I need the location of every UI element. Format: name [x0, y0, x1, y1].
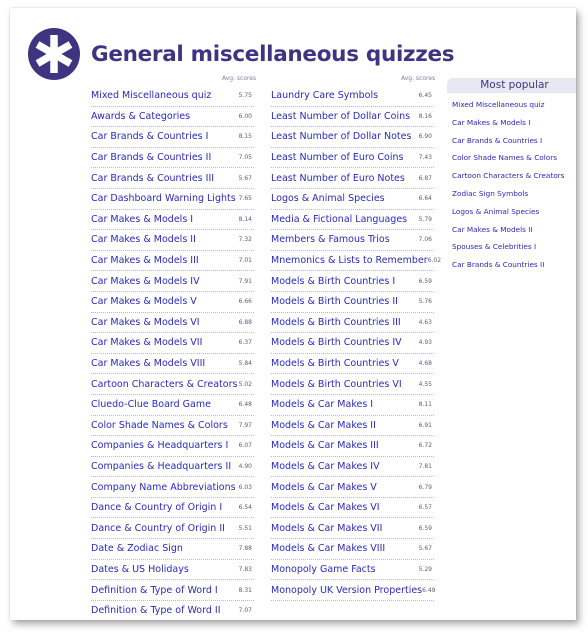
quiz-avg-score: 5.51 [238, 524, 252, 532]
quiz-avg-score: 4.90 [238, 462, 252, 470]
quiz-link[interactable]: Models & Car Makes III [271, 440, 379, 452]
quiz-avg-score: 6.02 [427, 257, 442, 265]
quiz-avg-score: 8.31 [238, 586, 252, 594]
quiz-avg-score: 7.88 [238, 545, 252, 553]
quiz-row [91, 416, 254, 437]
quiz-avg-score: 4.93 [418, 339, 432, 347]
quiz-row [271, 86, 434, 107]
quiz-link[interactable]: Car Brands & Countries III [91, 172, 215, 184]
quiz-avg-score: 5.79 [418, 215, 432, 223]
quiz-avg-score: 6.00 [238, 112, 252, 120]
quiz-link[interactable]: Members & Famous Trios [271, 234, 390, 246]
quiz-link[interactable]: Logos & Animal Species [271, 193, 385, 205]
popular-quiz-link[interactable]: Car Brands & Countries I [452, 135, 543, 145]
quiz-avg-score: 7.65 [238, 195, 252, 203]
quiz-avg-score: 4.63 [418, 318, 432, 326]
quiz-row [271, 210, 434, 231]
popular-quiz-link[interactable]: Car Brands & Countries II [452, 260, 545, 270]
popular-quiz-link[interactable]: Car Makes & Models I [452, 117, 531, 127]
quiz-link[interactable]: Car Makes & Models VII [91, 337, 203, 349]
quiz-avg-score: 6.88 [238, 318, 252, 326]
quiz-avg-score: 5.76 [418, 298, 432, 306]
quiz-link[interactable]: Media & Fictional Languages [271, 213, 408, 225]
quiz-link[interactable]: Mixed Miscellaneous quiz [91, 90, 212, 102]
quiz-row [91, 560, 254, 581]
quiz-avg-score: 8.15 [238, 133, 252, 141]
quiz-link[interactable]: Models & Birth Countries II [271, 296, 398, 308]
quiz-row [271, 271, 434, 292]
asterisk-icon[interactable] [28, 28, 80, 80]
quiz-link[interactable]: Car Brands & Countries II [91, 152, 212, 164]
quiz-avg-score: 8.14 [238, 215, 252, 223]
quiz-avg-score: 7.43 [418, 154, 432, 162]
quiz-link[interactable]: Models & Car Makes VI [271, 502, 380, 514]
popular-quiz-link[interactable]: Car Makes & Models II [452, 224, 533, 234]
quiz-link[interactable]: Companies & Headquarters I [91, 440, 229, 452]
quiz-row [271, 560, 434, 581]
quiz-avg-score: 7.05 [238, 154, 252, 162]
quiz-row [271, 436, 434, 457]
most-popular-header: Most popular [447, 78, 576, 93]
quiz-link[interactable]: Least Number of Euro Notes [271, 172, 405, 184]
quiz-avg-score: 6.07 [238, 442, 252, 450]
quiz-link[interactable]: Car Makes & Models V [91, 296, 197, 308]
quiz-row [271, 518, 434, 539]
quiz-avg-score: 6.66 [238, 298, 252, 306]
quiz-avg-score: 5.29 [418, 565, 432, 573]
quiz-avg-score: 7.97 [238, 421, 252, 429]
quiz-link[interactable]: Least Number of Dollar Coins [271, 110, 411, 122]
quiz-link[interactable]: Least Number of Dollar Notes [271, 131, 412, 143]
quiz-avg-score: 6.87 [418, 174, 432, 182]
quiz-link[interactable]: Companies & Headquarters II [91, 460, 232, 472]
quiz-link[interactable]: Models & Birth Countries V [271, 358, 399, 370]
quiz-link[interactable]: Car Makes & Models VIII [91, 358, 206, 370]
quiz-link[interactable]: Models & Car Makes I [271, 399, 374, 411]
quiz-link[interactable]: Car Dashboard Warning Lights [91, 193, 236, 205]
page-title: General miscellaneous quizzes [91, 42, 455, 67]
quiz-row [91, 395, 254, 416]
quiz-link[interactable]: Color Shade Names & Colors [91, 419, 228, 431]
quiz-avg-score: 6.90 [418, 133, 432, 141]
quiz-avg-score: 6.91 [418, 421, 432, 429]
popular-quiz-link[interactable]: Mixed Miscellaneous quiz [452, 100, 545, 109]
popular-quiz-link[interactable]: Spouses & Celebrities I [452, 242, 537, 252]
quiz-link[interactable]: Awards & Categories [91, 110, 191, 122]
quiz-link[interactable]: Definition & Type of Word II [91, 605, 221, 617]
quiz-avg-score: 6.48 [238, 401, 252, 409]
quiz-avg-score: 6.57 [418, 504, 432, 512]
quiz-link[interactable]: Cartoon Characters & Creators [91, 378, 238, 390]
quiz-avg-score: 7.01 [238, 257, 252, 265]
quiz-row [91, 436, 254, 457]
quiz-row [91, 292, 254, 313]
quiz-avg-score: 5.67 [418, 545, 432, 553]
quiz-row [91, 333, 254, 354]
quiz-avg-score: 6.59 [418, 277, 432, 285]
quiz-row [271, 477, 434, 498]
quiz-link[interactable]: Date & Zodiac Sign [91, 543, 183, 555]
quiz-row [91, 107, 254, 128]
quiz-row [271, 395, 434, 416]
quiz-avg-score: 7.32 [238, 236, 252, 244]
quiz-link[interactable]: Dates & US Holidays [91, 563, 189, 575]
quiz-row [271, 292, 434, 313]
quiz-row [91, 148, 254, 169]
quiz-link[interactable]: Models & Car Makes VIII [271, 543, 386, 555]
quiz-row [91, 539, 254, 560]
quiz-row [271, 148, 434, 169]
quiz-link[interactable]: Models & Birth Countries VI [271, 378, 402, 390]
quiz-row [91, 374, 254, 395]
quiz-avg-score: 6.54 [238, 504, 252, 512]
quiz-row [271, 251, 442, 272]
quiz-link[interactable]: Monopoly UK Version Properties [271, 584, 423, 596]
quiz-avg-score: 5.75 [238, 92, 252, 100]
quiz-row [271, 354, 434, 375]
quiz-avg-score: 6.03 [238, 483, 252, 491]
quiz-link[interactable]: Dance & Country of Origin II [91, 522, 225, 534]
quiz-link[interactable]: Mnemonics & Lists to Remember [271, 255, 428, 267]
quiz-row [91, 580, 254, 601]
quiz-link[interactable]: Car Brands & Countries I [91, 131, 209, 143]
quiz-avg-score: 6.64 [418, 195, 432, 203]
quiz-row [91, 601, 254, 620]
quiz-link[interactable]: Models & Birth Countries III [271, 316, 401, 328]
quiz-row [271, 416, 434, 437]
quiz-row [91, 457, 254, 478]
quiz-link[interactable]: Laundry Care Symbols [271, 90, 379, 102]
quiz-row [91, 477, 254, 498]
quiz-row [271, 107, 434, 128]
quiz-avg-score: 4.68 [418, 360, 432, 368]
asterisk-glyph [28, 28, 80, 80]
quiz-row [271, 539, 434, 560]
quiz-link[interactable]: Cluedo-Clue Board Game [91, 399, 211, 411]
quiz-row [91, 498, 254, 519]
quiz-row [271, 580, 434, 601]
quiz-row [91, 127, 254, 148]
quiz-row [91, 354, 254, 375]
quiz-avg-score: 7.81 [418, 462, 432, 470]
quiz-avg-score: 6.45 [418, 92, 432, 100]
most-popular-list [447, 96, 576, 274]
popular-quiz-link[interactable]: Color Shade Names & Colors [452, 153, 558, 163]
quiz-avg-score: 8.11 [418, 401, 432, 409]
quiz-link[interactable]: Car Makes & Models IV [91, 275, 200, 287]
quiz-link[interactable]: Models & Car Makes VII [271, 522, 383, 534]
quiz-avg-score: 6.59 [418, 524, 432, 532]
quiz-link[interactable]: Models & Birth Countries I [271, 275, 396, 287]
quiz-row [91, 230, 254, 251]
quiz-row [271, 333, 434, 354]
quiz-row [91, 210, 254, 231]
quiz-avg-score: 6.37 [238, 339, 252, 347]
quiz-row [271, 457, 434, 478]
quiz-link[interactable]: Car Makes & Models I [91, 213, 194, 225]
popular-quiz-link[interactable]: Logos & Animal Species [452, 206, 540, 216]
quiz-row [271, 313, 434, 334]
quiz-link[interactable]: Models & Car Makes IV [271, 460, 380, 472]
page-frame [10, 8, 576, 620]
avg-scores-label-left: Avg. scores [222, 75, 257, 82]
quiz-avg-score: 7.91 [238, 277, 252, 285]
quiz-avg-score: 7.06 [418, 236, 432, 244]
quiz-link[interactable]: Company Name Abbreviations [91, 481, 236, 493]
quiz-avg-score: 7.83 [238, 565, 252, 573]
avg-scores-label-mid: Avg. scores [401, 75, 436, 82]
popular-quiz-link[interactable]: Zodiac Sign Symbols [452, 188, 529, 198]
quiz-link[interactable]: Definition & Type of Word I [91, 584, 218, 596]
quiz-row [271, 230, 434, 251]
quiz-avg-score: 5.84 [238, 360, 252, 368]
quiz-avg-score: 4.55 [418, 380, 432, 388]
quiz-avg-score: 5.02 [238, 380, 252, 388]
quiz-link[interactable]: Monopoly Game Facts [271, 563, 376, 575]
quiz-row [271, 498, 434, 519]
quiz-list-middle [271, 86, 442, 601]
quiz-avg-score: 6.49 [422, 586, 436, 594]
quiz-link[interactable]: Models & Car Makes II [271, 419, 376, 431]
quiz-row [271, 168, 434, 189]
quiz-link[interactable]: Dance & Country of Origin I [91, 502, 223, 514]
quiz-row [271, 189, 434, 210]
quiz-row [91, 313, 254, 334]
quiz-link[interactable]: Car Makes & Models VI [91, 316, 200, 328]
quiz-avg-score: 6.72 [418, 442, 432, 450]
quiz-link[interactable]: Least Number of Euro Coins [271, 152, 404, 164]
quiz-avg-score: 7.07 [238, 607, 252, 615]
quiz-row [91, 189, 254, 210]
quiz-link[interactable]: Car Makes & Models II [91, 234, 196, 246]
quiz-row [271, 374, 434, 395]
quiz-row [271, 127, 434, 148]
quiz-list-left [91, 86, 254, 620]
quiz-row [91, 251, 254, 272]
quiz-avg-score: 8.16 [418, 112, 432, 120]
popular-quiz-link[interactable]: Cartoon Characters & Creators [452, 171, 565, 181]
most-popular-panel [447, 78, 576, 274]
quiz-row [91, 86, 254, 107]
quiz-avg-score: 6.79 [418, 483, 432, 491]
quiz-link[interactable]: Models & Birth Countries IV [271, 337, 402, 349]
quiz-link[interactable]: Car Makes & Models III [91, 255, 199, 267]
quiz-row [91, 518, 254, 539]
quiz-avg-score: 5.67 [238, 174, 252, 182]
quiz-row [91, 168, 254, 189]
quiz-link[interactable]: Models & Car Makes V [271, 481, 377, 493]
quiz-row [91, 271, 254, 292]
